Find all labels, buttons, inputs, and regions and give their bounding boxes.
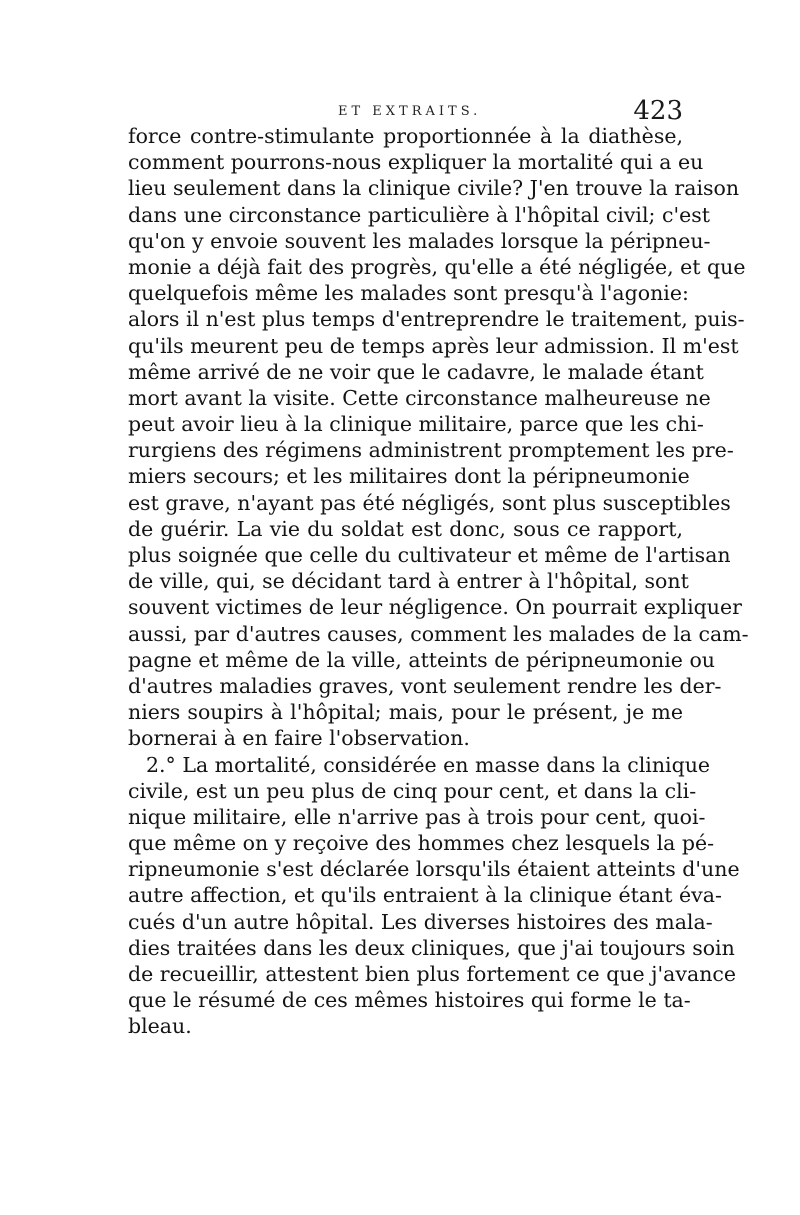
text-line: miers secours; et les militaires dont la péripneumonie [128,464,690,489]
text-line: comment pourrons-nous expliquer la mortalité qui a eu [128,150,704,175]
running-title: ET EXTRAITS. [338,104,482,119]
text-line: dans une circonstance particulière à l'hôpital civil; c'est [128,202,710,227]
text-line: mort avant la visite. Cette circonstance malheureuse ne [128,385,711,410]
text-line: de guérir. La vie du soldat est donc, sous ce rapport, [128,516,683,541]
paragraph-1 [128,123,749,752]
page-number: 423 [633,96,683,126]
text-line: niers soupirs à l'hôpital; mais, pour le présent, je me [128,700,683,725]
text-line: ripneumonie s'est déclarée lorsqu'ils étaient atteints d'une [128,857,740,882]
text-line: lieu seulement dans la clinique civile? J'en trouve la raison [128,176,740,201]
text-line: peut avoir lieu à la clinique militaire, parce que les chi- [128,412,704,437]
text-line: quelquefois même les malades sont presqu'à l'agonie: [128,281,689,306]
text-line: souvent victimes de leur négligence. On pourrait expliquer [128,595,742,620]
text-line: dies traitées dans les deux cliniques, que j'ai toujours soin [128,935,735,960]
text-line: de ville, qui, se décidant tard à entrer à l'hôpital, sont [128,569,689,594]
text-line: plus soignée que celle du cultivateur et même de l'artisan [128,543,731,567]
text-line: alors il n'est plus temps d'entreprendre le traitement, puis- [128,307,745,332]
text-line: force contre-stimulante proportionnée à la diathèse, [128,124,683,148]
text-line: que le résumé de ces mêmes histoires qui forme le ta- [128,988,691,1013]
text-line: que même on y reçoive des hommes chez lesquels la pé- [128,831,715,856]
text-line: d'autres maladies graves, vont seulement rendre les der- [128,673,722,698]
text-line: est grave, n'ayant pas été négligés, sont plus susceptibles [128,490,731,515]
text-line: autre affection, et qu'ils entraient à la clinique étant éva- [128,883,722,908]
body-text [128,123,749,1040]
text-line: qu'ils meurent peu de temps après leur admission. Il m'est [128,333,739,358]
text-line: de recueillir, attestent bien plus fortement ce que j'avance [128,962,737,986]
text-line: cués d'un autre hôpital. Les diverses histoires des mala- [128,909,713,934]
text-line: 2.° La mortalité, considérée en masse dans la clinique [146,752,711,777]
paragraph-2 [128,752,740,1040]
text-line: qu'on y envoie souvent les malades lorsque la péripneu- [128,228,711,253]
text-line: bornerai à en faire l'observation. [128,726,470,751]
text-line: monie a déjà fait des progrès, qu'elle a été négligée, et que [128,254,746,279]
text-line: pagne et même de la ville, atteints de péripneumonie ou [128,647,715,672]
text-line: nique militaire, elle n'arrive pas à trois pour cent, quoi- [128,804,706,829]
text-line: civile, est un peu plus de cinq pour cent, et dans la cli- [128,778,697,803]
text-line: aussi, par d'autres causes, comment les malades de la cam- [128,621,749,646]
text-line: bleau. [128,1014,192,1039]
text-line: rurgiens des régimens administrent promptement les pre- [128,438,734,463]
text-line: même arrivé de ne voir que le cadavre, le malade étant [128,359,704,384]
